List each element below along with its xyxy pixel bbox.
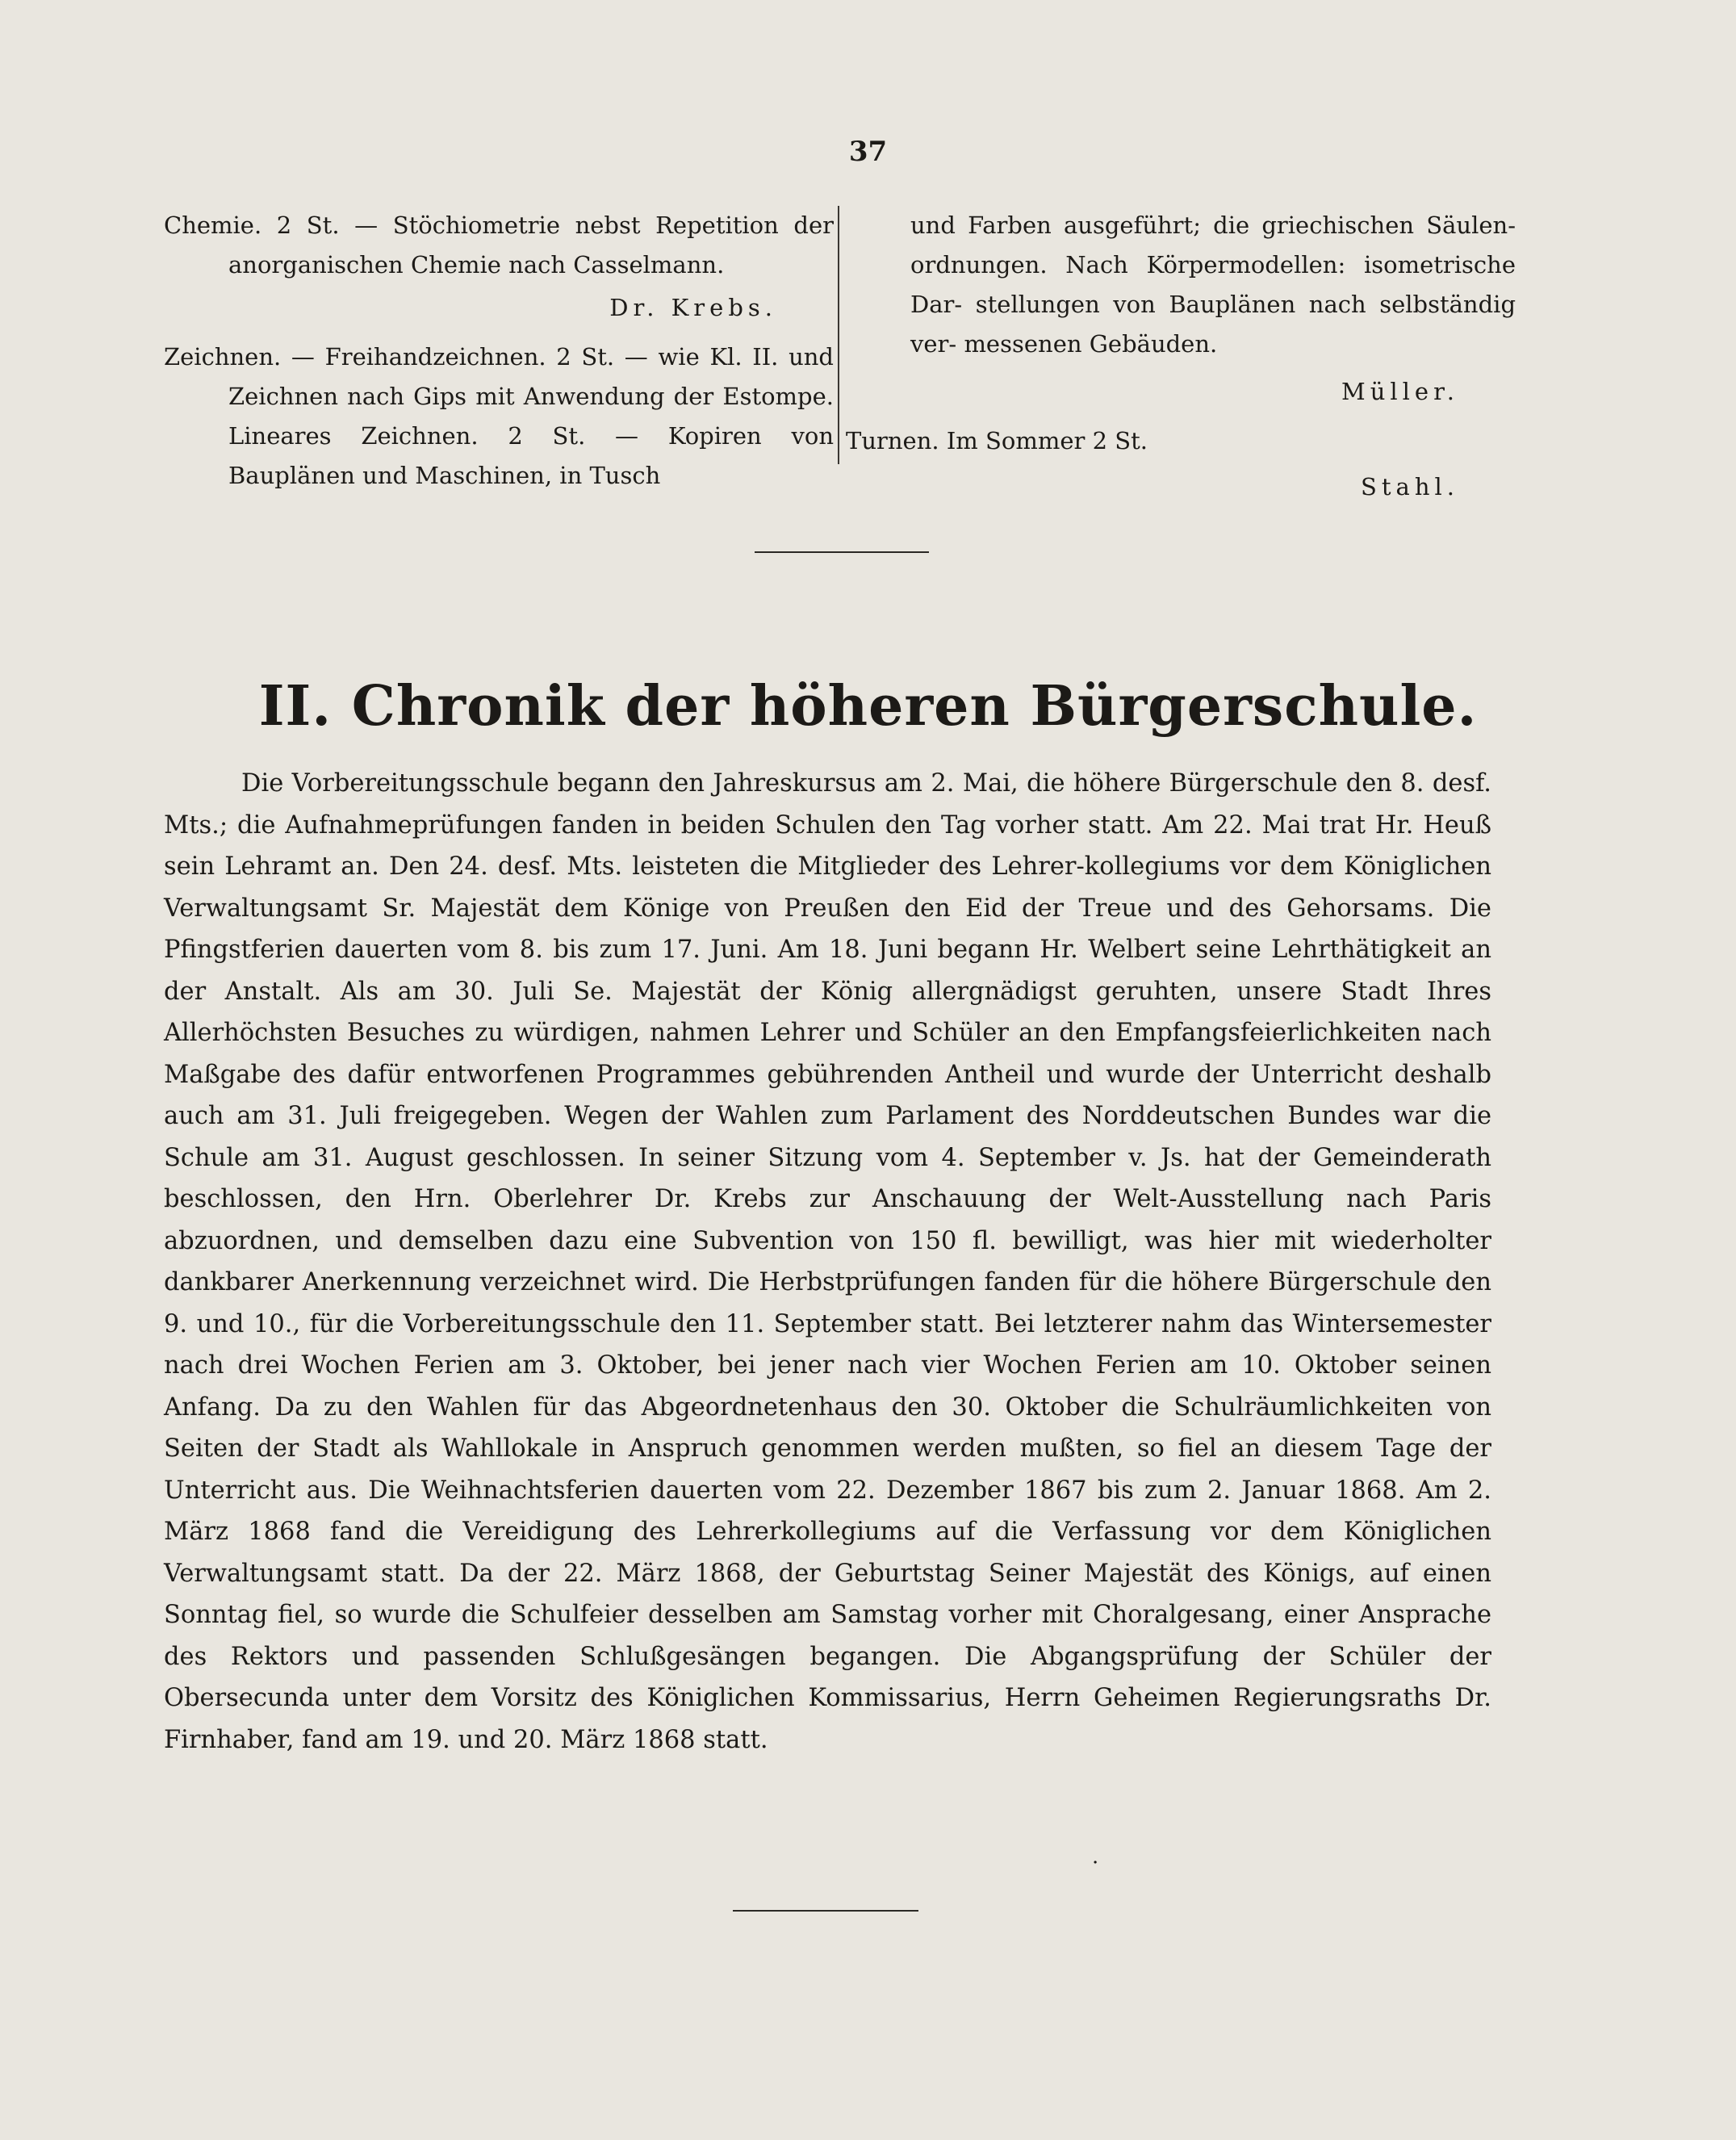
stray-mark: · <box>1092 1851 1099 1875</box>
zeichnen-line-4: Kopiren von Bauplänen und Maschinen, in Tusch <box>228 422 834 489</box>
chemie-entry <box>164 206 834 285</box>
separator-rule-bottom <box>733 1910 918 1912</box>
left-column <box>164 206 834 496</box>
zeichnen-line-3: der Estompe. Lineares Zeichnen. 2 St. — <box>228 383 835 450</box>
chronicle-paragraph: Die Vorbereitungsschule begann den Jahreskursus am 2. Mai, die höhere Bürgerschule den 8. desf. Mts.; die Aufnahmeprüfungen fanden in beiden Schulen den Tag vorher statt. Am 22. Mai trat Hr. Heuß sein Lehramt an. Den 24. desf. Mts. leisteten die Mitglieder des Lehrer-kollegiums vor dem Königlichen Verwaltungsamt Sr. Majestät dem Könige von Preußen den Eid der Treue und des Gehorsams. Die Pfingstferien dauerten vom 8. bis zum 17. Juni. Am 18. Juni begann Hr. Welbert seine Lehrthätigkeit an der Anstalt. Als am 30. Juli Se. Majestät der König allergnädigst geruhten, unsere Stadt Ihres Allerhöchsten Besuches zu würdigen, nahmen Lehrer und Schüler an den Empfangsfeierlichkeiten nach Maßgabe des dafür entworfenen Programmes gebührenden Antheil und wurde der Unterricht deshalb auch am 31. Juli freigegeben. Wegen der Wahlen zum Parlament des Norddeutschen Bundes war die Schule am 31. August geschlossen. In seiner Sitzung vom 4. September v. Js. hat der Gemeinderath beschlossen, den Hrn. Oberlehrer Dr. Krebs zur Anschauung der Welt-Ausstellung nach Paris abzuordnen, und demselben dazu eine Subvention von 150 fl. bewilligt, was hier mit wiederholter dankbarer Anerkennung verzeichnet wird. Die Herbstprüfungen fanden für die höhere Bürgerschule den 9. und 10., für die Vorbereitungsschule den 11. September statt. Bei letzterer nahm das Wintersemester nach drei Wochen Ferien am 3. Oktober, bei jener nach vier Wochen Ferien am 10. Oktober seinen Anfang. Da zu den Wahlen für das Abgeordnetenhaus den 30. Oktober die Schulräumlichkeiten von Seiten der Stadt als Wahllokale in Anspruch genommen werden mußten, so fiel an diesem Tage der Unterricht aus. Die Weihnachtsferien dauerten vom 22. Dezember 1867 bis zum 2. Januar 1868. Am 2. März 1868 fand die Vereidigung des Lehrerkollegiums auf die Verfassung vor dem Königlichen Verwaltungsamt statt. Da der 22. März 1868, der Geburtstag Seiner Majestät des Königs, auf einen Sonntag fiel, so wurde die Schulfeier desselben am Samstag vorher mit Choralgesang, einer Ansprache des Rektors und passenden Schlußgesängen begangen. Die Abgangsprüfung der Schüler der Obersecunda unter dem Vorsitz des Königlichen Kommissarius, Herrn Geheimen Regierungsraths Dr. Firnhaber, fand am 19. und 20. März 1868 statt. <box>164 769 1491 1754</box>
chronicle-body <box>164 763 1491 1761</box>
turnen-teacher: Stahl. <box>1361 473 1459 500</box>
zeichnen-teacher: Müller. <box>1341 378 1459 405</box>
zeichnen-line-1: Zeichnen. — Freihandzeichnen. 2 St. — wie <box>164 343 700 371</box>
right-column <box>846 206 1516 517</box>
section-title: II. Chronik der höheren Bürgerschule. <box>258 674 1478 739</box>
zeichnen-line-2: Kl. II. und Zeichnen nach Gips mit Anwendung <box>228 343 834 410</box>
zeichnen-entry <box>164 337 834 496</box>
chemie-teacher: Dr. Krebs. <box>609 294 777 321</box>
chemie-line-1: Chemie. 2 St. — Stöchiometrie nebst Repetition der <box>164 211 834 239</box>
continuation-line-3: stellungen von Bauplänen nach selbständig ver- <box>910 291 1516 358</box>
chemie-line-2: anorganischen Chemie nach Casselmann. <box>228 251 725 278</box>
page-number: 37 <box>848 136 888 168</box>
column-divider <box>838 206 839 464</box>
continuation-line-1: und Farben ausgeführt; die griechischen Säulen- <box>910 211 1516 239</box>
zeichnen-continuation <box>846 206 1516 364</box>
turnen-entry: Turnen. Im Sommer 2 St. <box>846 427 1148 454</box>
continuation-line-4: messenen Gebäuden. <box>964 330 1218 358</box>
continuation-line-2: ordnungen. Nach Körpermodellen: isometrische Dar- <box>910 251 1516 318</box>
separator-rule-top <box>755 551 929 553</box>
